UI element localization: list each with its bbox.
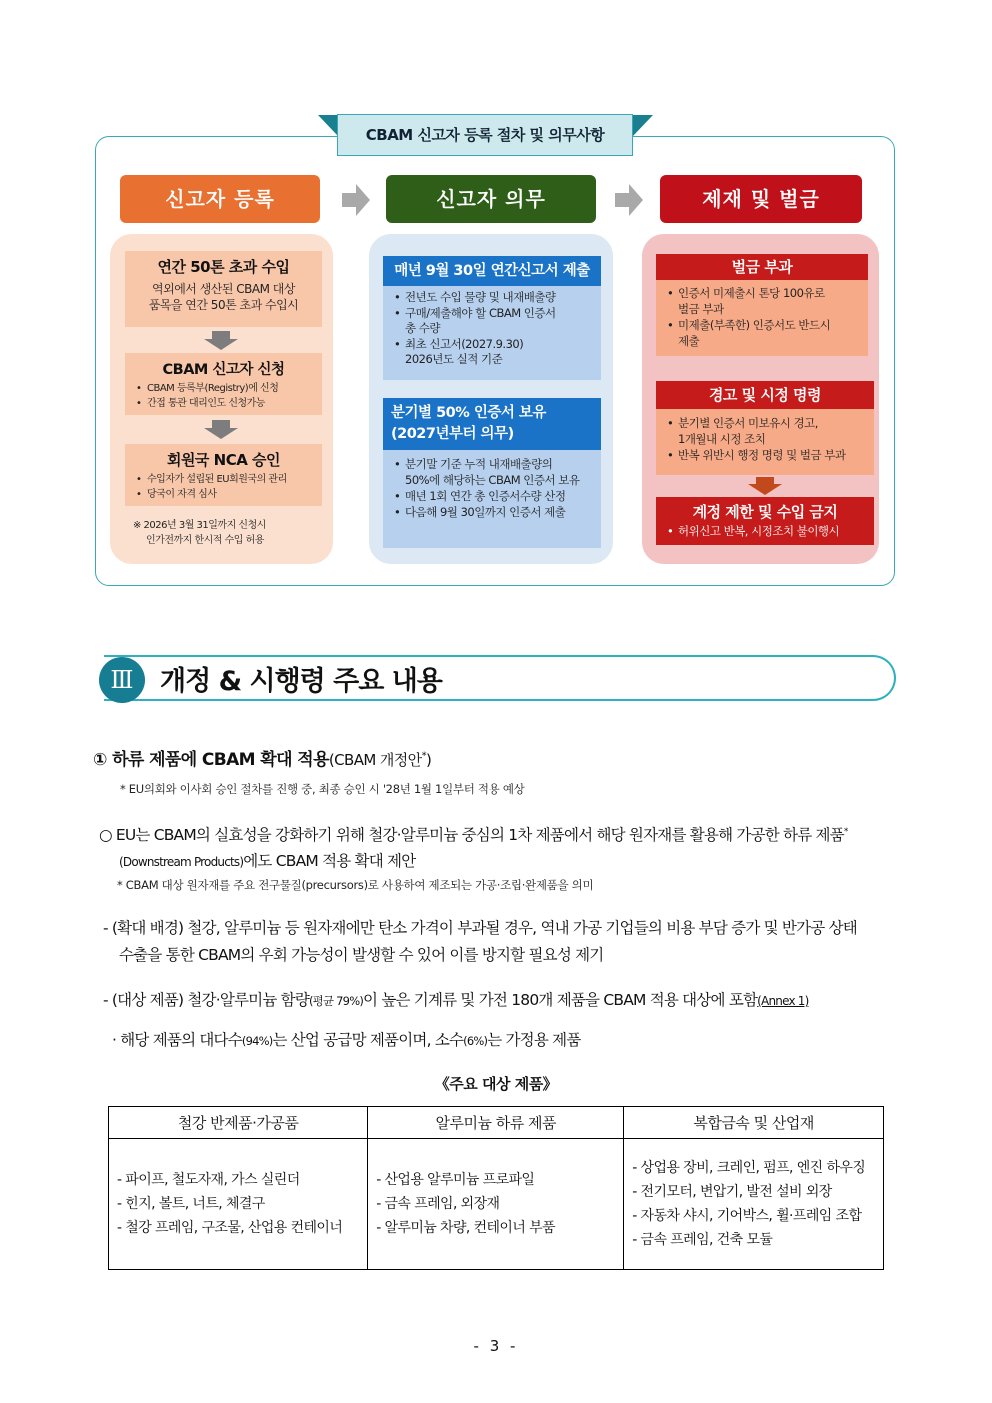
cell-line: - 힌지, 볼트, 너트, 체결구 xyxy=(117,1196,265,1212)
registration-note xyxy=(133,518,323,548)
box-fine-body xyxy=(656,280,868,356)
cell-line: - 전기모터, 변압기, 발전 설비 외장 xyxy=(632,1184,832,1200)
dot-1-text: 는 가정용 제품 xyxy=(487,1031,581,1049)
step-annual-import xyxy=(125,251,322,327)
step-cbam-application-title: CBAM 신고자 신청 xyxy=(162,362,285,378)
dash-2 xyxy=(103,988,808,1010)
box-warning-title: 경고 및 시정 명령 xyxy=(656,381,874,409)
step-cbam-application-bullets xyxy=(125,381,322,411)
table-header: 철강 반제품·가공품 xyxy=(109,1107,368,1139)
dot-1-small: (6%) xyxy=(463,1034,488,1048)
cell-line: - 금속 프레임, 외장재 xyxy=(376,1196,500,1212)
annex-reference: (Annex 1) xyxy=(757,994,809,1008)
section-number-badge: Ⅲ xyxy=(99,657,145,703)
section-title: 개정 & 시행령 주요 내용 xyxy=(160,666,442,697)
table-cell xyxy=(109,1139,368,1270)
bullet-item: • 분기별 인증서 미보유시 경고, 1개월내 시정 조치 xyxy=(678,415,874,447)
bullet-item: • 분기말 기준 누적 내재배출량의 50%에 해당하는 CBAM 인증서 보유 xyxy=(405,456,601,488)
box-annual-report-title: 매년 9월 30일 연간신고서 제출 xyxy=(383,256,601,286)
cell-line: - 파이프, 철도자재, 가스 실린더 xyxy=(117,1172,300,1188)
para-1-line-2 xyxy=(119,849,415,871)
dash-2-text: 이 높은 기계류 및 가전 180개 제품을 CBAM 적용 대상에 포함 xyxy=(363,991,758,1009)
item-1-heading xyxy=(93,745,431,770)
header-obligations: 신고자 의무 xyxy=(386,175,596,223)
step-annual-import-title: 연간 50톤 초과 수입 xyxy=(157,258,290,276)
header-registration: 신고자 등록 xyxy=(120,175,320,223)
dash-1-line-2: 수출을 통한 CBAM의 우회 가능성이 발생할 수 있어 이를 방지할 필요성 제기 xyxy=(119,946,604,964)
footnote-marker: * xyxy=(843,826,848,837)
box-annual-report-body xyxy=(383,286,601,380)
item-1-footnote: * EU의회와 이사회 승인 절차를 진행 중, 최종 승인 시 '28년 1월 1일부터 적용 예상 xyxy=(120,782,525,796)
title-ribbon-left xyxy=(318,115,338,136)
bullet-item: • 허위신고 반복, 시정조치 불이행시 xyxy=(678,523,874,539)
arrow-right-icon-1-stem xyxy=(342,193,356,207)
item-1-heading-normal: (CBAM 개정안 xyxy=(328,751,422,769)
para-1-line-1 xyxy=(99,823,848,845)
table-header: 복합금속 및 산업재 xyxy=(624,1107,884,1139)
arrow-right-icon-2-stem xyxy=(615,193,629,207)
page-number: - 3 - xyxy=(473,1337,519,1355)
step-nca-approval xyxy=(125,444,322,506)
annual-report-bullets xyxy=(383,290,601,368)
cell-line: - 산업용 알루미늄 프로파일 xyxy=(376,1172,535,1188)
box-account-restriction xyxy=(656,497,874,545)
box-account-restriction-title: 계정 제한 및 수입 금지 xyxy=(692,503,838,521)
dot-1-text: · 해당 제품의 대다수 xyxy=(112,1031,242,1049)
note-line: 인가전까지 한시적 수입 허용 xyxy=(146,535,264,546)
text-line: 역외에서 생산된 CBAM 대상 xyxy=(152,282,295,296)
dash-1-line-1: - (확대 배경) 철강, 알루미늄 등 원자재에만 탄소 가격이 부과될 경우, 역내 가공 기업들의 비용 부담 증가 및 반가공 상태 xyxy=(103,919,857,937)
box-quarterly-body xyxy=(383,450,601,548)
arrow-right-icon-2 xyxy=(629,184,643,216)
dot-1-small: (94%) xyxy=(241,1034,273,1048)
dot-1-text: 는 산업 공급망 제품이며, 소수 xyxy=(272,1031,464,1049)
bullet-item: • 매년 1회 연간 총 인증서수량 산정 xyxy=(405,488,601,504)
table-cell xyxy=(368,1139,624,1270)
bullet-item: • 다음해 9월 30일까지 인증서 제출 xyxy=(405,504,601,520)
para-1-text: 에도 CBAM 적용 확대 제안 xyxy=(243,852,416,870)
para-1-footnote: * CBAM 대상 원자재를 주요 전구물질(precursors)로 사용하여 제조되는 가공·조립·완제품을 의미 xyxy=(117,878,594,892)
target-products-table xyxy=(108,1106,884,1270)
step-nca-approval-bullets xyxy=(125,472,322,502)
table-cell xyxy=(624,1139,884,1270)
bullet-item: • 인증서 미제출시 톤당 100유로 벌금 부과 xyxy=(678,285,868,317)
cell-line: - 철강 프레임, 구조물, 산업용 컨테이너 xyxy=(117,1220,343,1236)
arrow-right-icon-1 xyxy=(356,184,370,216)
bullet-item: • 구매/제출해야 할 CBAM 인증서 총 수량 xyxy=(405,306,601,337)
bullet-item: • 당국이 자격 심사 xyxy=(147,487,322,502)
title-line: (2027년부터 의무) xyxy=(391,426,514,442)
title-line: 분기별 50% 인증서 보유 xyxy=(391,405,546,421)
bullet-item: • 미제출(부족한) 인증서도 반드시 제출 xyxy=(678,317,868,349)
arrow-down-icon-3 xyxy=(748,484,782,495)
box-fine-title: 벌금 부과 xyxy=(656,254,868,280)
para-1-small: (Downstream Products) xyxy=(119,855,244,869)
warning-bullets xyxy=(656,415,874,463)
cell-line: - 알루미늄 차량, 컨테이너 부품 xyxy=(376,1220,555,1236)
bullet-item: • 수입자가 설립된 EU회원국의 관리 xyxy=(147,472,322,487)
cell-line: - 상업용 장비, 크레인, 펌프, 엔진 하우징 xyxy=(632,1160,866,1176)
arrow-down-icon-1-stem xyxy=(212,331,230,339)
dash-2-text: - (대상 제품) 철강·알루미늄 함량 xyxy=(103,991,309,1009)
bullet-item: • 최초 신고서(2027.9.30) 2026년도 실적 기준 xyxy=(405,337,601,368)
bullet-item: • 간접 통관 대리인도 신청가능 xyxy=(147,396,322,411)
bullet-item: • CBAM 등록부(Registry)에 신청 xyxy=(147,381,322,396)
text-line: 품목을 연간 50톤 초과 수입시 xyxy=(148,298,299,312)
fine-bullets xyxy=(656,285,868,349)
cell-line: - 금속 프레임, 건축 모듈 xyxy=(632,1232,773,1248)
dash-2-small: (평균 79%) xyxy=(309,994,364,1008)
cell-line: - 자동차 샤시, 기어박스, 휠·프레임 조합 xyxy=(632,1208,862,1224)
table-caption: 《주요 대상 제품》 xyxy=(434,1075,558,1093)
infographic-title: CBAM 신고자 등록 절차 및 의무사항 xyxy=(337,114,633,156)
title-ribbon-right xyxy=(633,115,653,136)
arrow-down-icon-2 xyxy=(204,428,238,439)
account-restriction-bullets xyxy=(656,523,874,539)
header-penalties: 제재 및 벌금 xyxy=(660,175,862,223)
step-nca-approval-title: 회원국 NCA 승인 xyxy=(166,451,281,469)
arrow-down-icon-1 xyxy=(204,339,238,350)
box-quarterly-title xyxy=(383,398,601,450)
quarterly-bullets xyxy=(383,456,601,520)
table-row xyxy=(109,1139,884,1270)
box-warning-body xyxy=(656,409,874,475)
item-1-heading-bold: ① 하류 제품에 CBAM 확대 적용 xyxy=(93,750,329,770)
bullet-item: • 반복 위반시 행정 명령 및 벌금 부과 xyxy=(678,447,874,463)
table-header-row xyxy=(109,1107,884,1139)
table-header: 알루미늄 하류 제품 xyxy=(368,1107,624,1139)
dot-1 xyxy=(112,1028,581,1050)
bullet-item: • 전년도 수입 물량 및 내재배출량 xyxy=(405,290,601,306)
arrow-down-icon-2-stem xyxy=(212,420,230,428)
item-1-heading-close: ) xyxy=(425,751,432,769)
step-cbam-application xyxy=(125,353,322,415)
note-line: ※ 2026년 3월 31일까지 신청시 xyxy=(133,520,266,531)
footnote-marker: * xyxy=(421,750,426,762)
step-annual-import-text xyxy=(125,281,322,313)
para-1-text: ○ EU는 CBAM의 실효성을 강화하기 위해 철강·알루미늄 중심의 1차 제품에서 해당 원자재를 활용해 가공한 하류 제품 xyxy=(99,826,844,844)
